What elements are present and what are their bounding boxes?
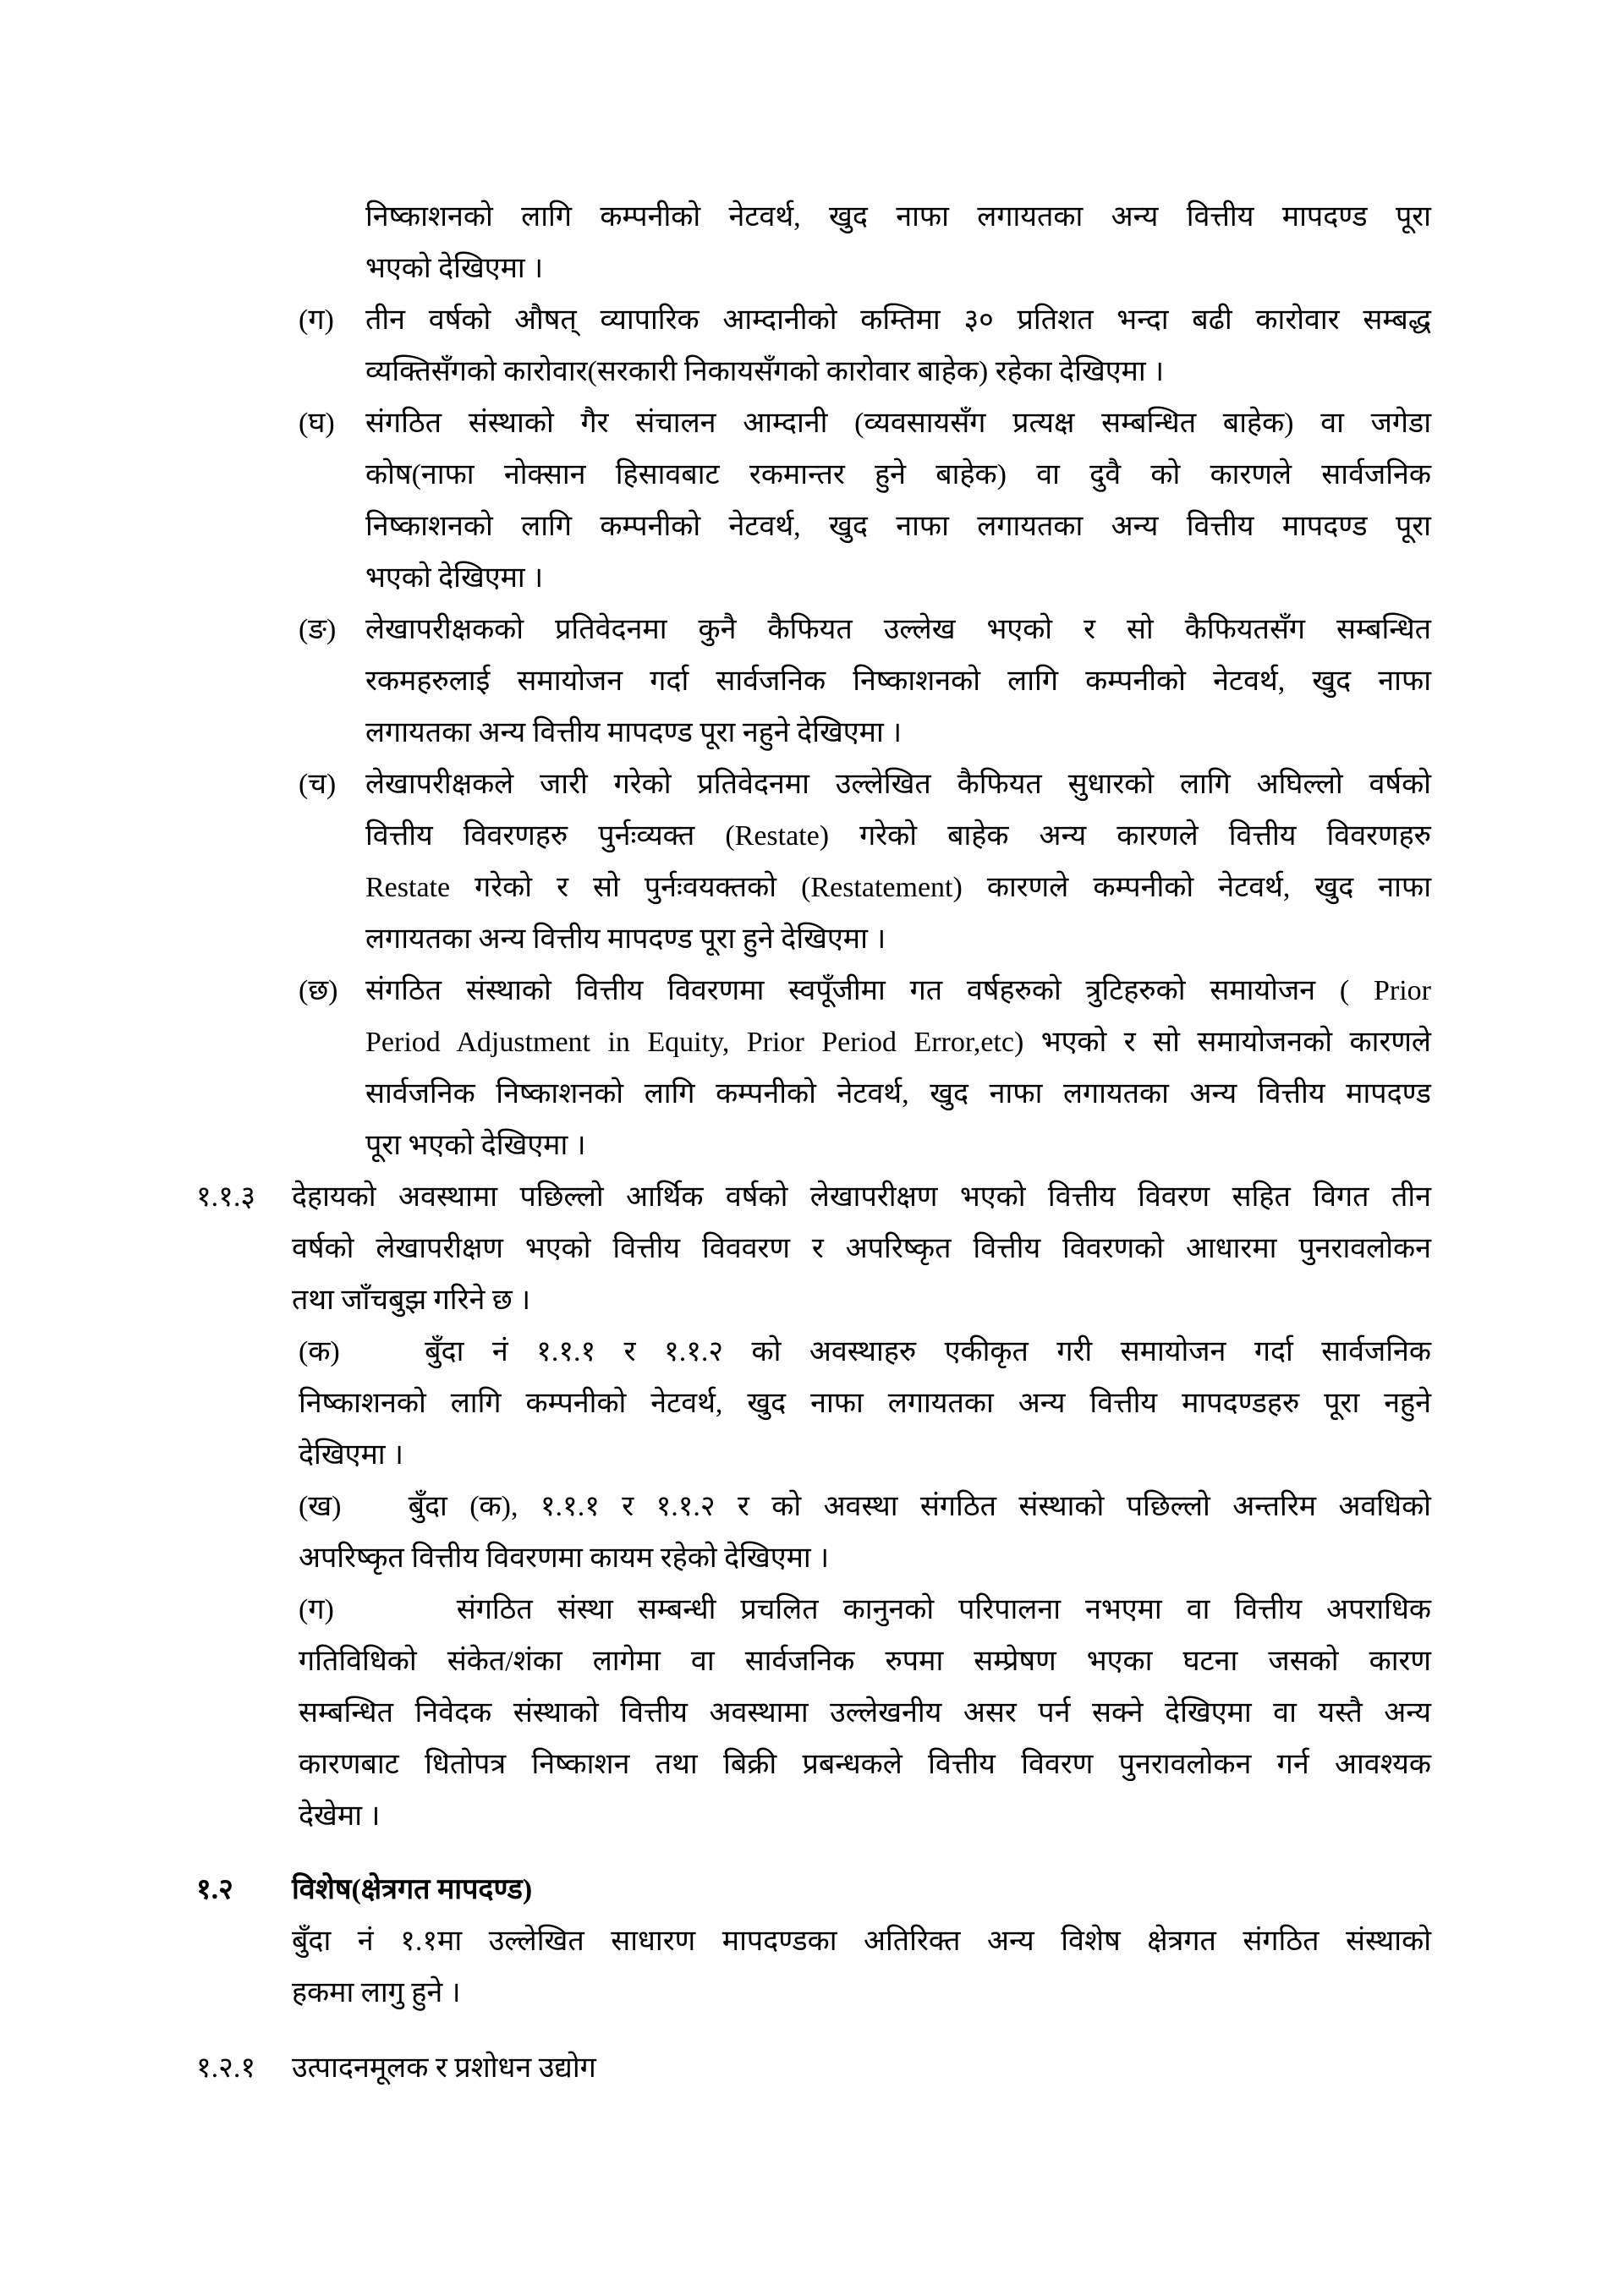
section-clause-1-2: [196, 1864, 1431, 2019]
text-line: लेखापरीक्षकको प्रतिवेदनमा कुनै कैफियत उल्लेख भएको र सो कैफियतसँग सम्बन्धित: [365, 614, 1431, 645]
text-line: गतिविधिको संकेत/शंका लागेमा वा सार्वजनिक रुपमा सम्प्रेषण भएका घटना जसको कारण: [299, 1646, 1431, 1677]
text-line: बुँदा नं १.१मा उल्लेखित साधारण मापदण्डका अतिरिक्त अन्य विशेष क्षेत्रगत संगठित संस्थाको: [292, 1926, 1431, 1957]
list-item-label: (च): [299, 769, 337, 800]
text-line: देखेमा ।: [299, 1800, 381, 1832]
list-item-label: (ङ): [299, 614, 337, 645]
text-line: लगायतका अन्य वित्तीय मापदण्ड पूरा नहुने देखिएमा ।: [365, 717, 903, 748]
document-content: [196, 191, 1431, 2094]
clause-title: उत्पादनमूलक र प्रशोधन उद्योग: [292, 2052, 596, 2084]
text-line: वर्षको लेखापरीक्षण भएको वित्तीय विववरण र अपरिष्कृत वित्तीय विवरणको आधारमा पुनरावलोकन: [292, 1233, 1431, 1264]
text-line: कारणबाट धितोपत्र निष्काशन तथा बिक्री प्रबन्धकले वित्तीय विवरण पुनरावलोकन गर्न आवश्यक: [299, 1749, 1431, 1780]
text-line: रकमहरुलाई समायोजन गर्दा सार्वजनिक निष्काशनको लागि कम्पनीको नेटवर्थ, खुद नाफा: [365, 666, 1431, 697]
section-subitem-kha: [299, 1481, 1431, 1584]
text-line: सार्वजनिक निष्काशनको लागि कम्पनीको नेटवर्थ, खुद नाफा लगायतका अन्य वित्तीय मापदण्ड: [365, 1078, 1431, 1110]
clause-number: १.२: [196, 1874, 233, 1905]
list-item-label: (घ): [299, 408, 335, 439]
text-line: Period Adjustment in Equity, Prior Period Error,etc) भएको र सो समायोजनको कारणले: [365, 1027, 1431, 1058]
text-line: सम्बन्धित निवेदक संस्थाको वित्तीय अवस्थामा उल्लेखनीय असर पर्न सक्ने देखिएमा वा यस्तै अन्य: [299, 1697, 1431, 1729]
section-item-chha: [299, 965, 1431, 1171]
text-line: संगठित संस्थाको वित्तीय विवरणमा स्वपूँजीमा गत वर्षहरुको त्रुटिहरुको समायोजन ( Prior: [365, 975, 1431, 1006]
text-line: कोष(नाफा नोक्सान हिसावबाट रकमान्तर हुने बाहेक) वा दुवै को कारणले सार्वजनिक: [365, 459, 1431, 490]
text-line: (ग) संगठित संस्था सम्बन्धी प्रचलित कानुनको परिपालना नभएमा वा वित्तीय अपराधिक: [299, 1594, 1431, 1625]
section-carryover-item: [365, 191, 1431, 294]
section-item-cha: [299, 759, 1431, 965]
list-item-label: (ग): [299, 304, 334, 336]
section-subitem-ka: [299, 1326, 1431, 1481]
text-line: निष्काशनको लागि कम्पनीको नेटवर्थ, खुद नाफा लगायतका अन्य वित्तीय मापदण्ड पूरा: [365, 511, 1431, 542]
clause-number: १.२.१: [196, 2052, 256, 2084]
section-clause-1-1-3: [196, 1171, 1431, 1326]
text-line: Restate गरेको र सो पुर्नःवयक्तको (Restatement) कारणले कम्पनीको नेटवर्थ, खुद नाफा: [365, 872, 1431, 903]
text-line: लगायतका अन्य वित्तीय मापदण्ड पूरा हुने देखिएमा ।: [365, 923, 886, 955]
text-line: हकमा लागु हुने ।: [292, 1977, 461, 2008]
section-item-nga: [299, 604, 1431, 759]
text-line: देखिएमा ।: [299, 1439, 403, 1471]
text-line: संगठित संस्थाको गैर संचालन आम्दानी (व्यवसायसँग प्रत्यक्ष सम्बन्धित बाहेक) वा जगेडा: [365, 408, 1431, 439]
text-line: तीन वर्षको औषत् व्यापारिक आम्दानीको कम्तिमा ३० प्रतिशत भन्दा बढी कारोवार सम्बद्ध: [365, 304, 1431, 336]
text-line: लेखापरीक्षकले जारी गरेको प्रतिवेदनमा उल्लेखित कैफियत सुधारको लागि अघिल्लो वर्षको: [365, 769, 1431, 800]
section-subitem-ga: [299, 1584, 1431, 1842]
list-item-label: (छ): [299, 975, 338, 1006]
text-line: भएको देखिएमा ।: [365, 253, 544, 284]
text-line: तथा जाँचबुझ गरिने छ ।: [292, 1285, 531, 1316]
text-line: वित्तीय विवरणहरु पुर्नःव्यक्त (Restate) गरेको बाहेक अन्य कारणले वित्तीय विवरणहरु: [365, 820, 1431, 852]
clause-number: १.१.३: [196, 1181, 256, 1213]
section-item-gha: [299, 397, 1431, 604]
text-line: देहायको अवस्थामा पछिल्लो आर्थिक वर्षको लेखापरीक्षण भएको वित्तीय विवरण सहित विगत तीन: [292, 1181, 1431, 1213]
text-line: निष्काशनको लागि कम्पनीको नेटवर्थ, खुद नाफा लगायतका अन्य वित्तीय मापदण्डहरु पूरा नहुने: [299, 1388, 1431, 1419]
text-line: भएको देखिएमा ।: [365, 562, 544, 594]
section-item-ga: [299, 294, 1431, 397]
text-line: (ख) बुँदा (क), १.१.१ र १.१.२ र को अवस्था संगठित संस्थाको पछिल्लो अन्तरिम अवधिको: [299, 1491, 1431, 1522]
text-line: पूरा भएको देखिएमा ।: [365, 1130, 586, 1161]
clause-title: विशेष(क्षेत्रगत मापदण्ड): [292, 1874, 533, 1905]
section-clause-1-2-1: [196, 2042, 1431, 2094]
text-line: व्यक्तिसँगको कारोवार(सरकारी निकायसँगको कारोवार बाहेक) रहेका देखिएमा ।: [365, 356, 1165, 387]
text-line: अपरिष्कृत वित्तीय विवरणमा कायम रहेको देखिएमा ।: [299, 1543, 830, 1574]
text-line: (क) बुँदा नं १.१.१ र १.१.२ को अवस्थाहरु एकीकृत गरी समायोजन गर्दा सार्वजनिक: [299, 1336, 1431, 1367]
text-line: निष्काशनको लागि कम्पनीको नेटवर्थ, खुद नाफा लगायतका अन्य वित्तीय मापदण्ड पूरा: [365, 201, 1431, 233]
